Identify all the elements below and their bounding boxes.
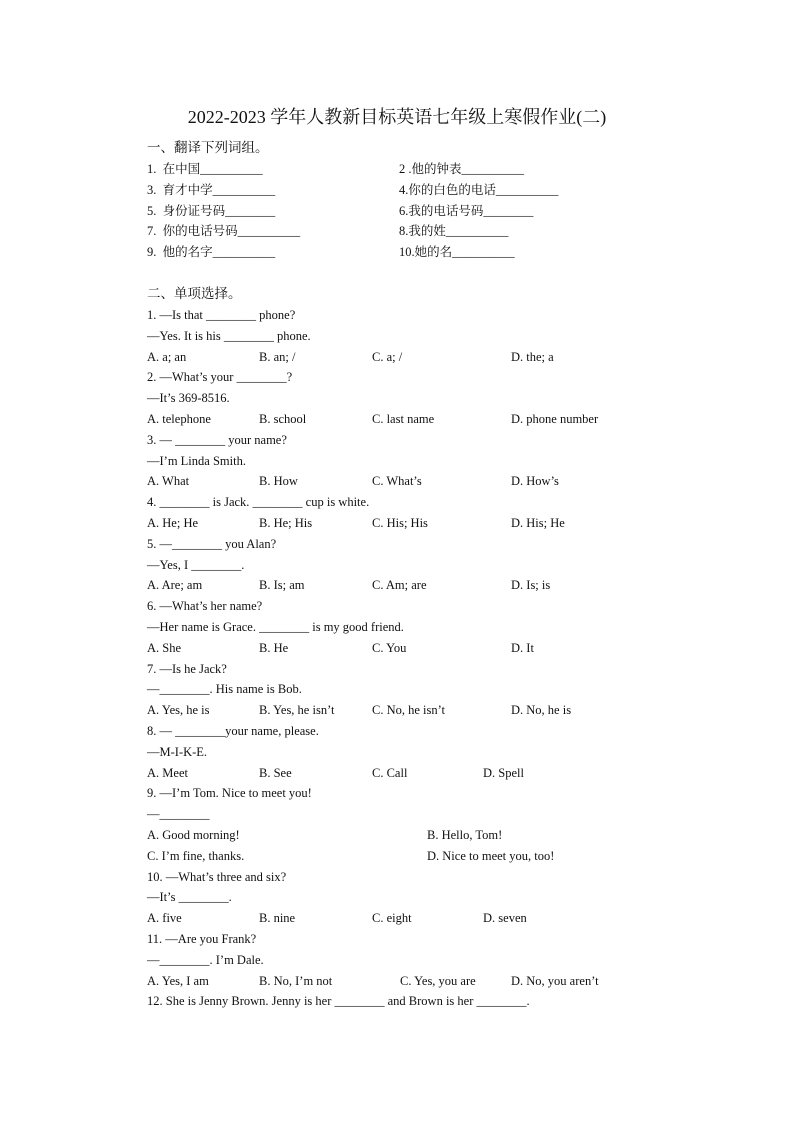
answer-option: D. His; He: [511, 516, 565, 530]
answer-option: A. five: [147, 911, 182, 926]
question-line: 9. —I’m Tom. Nice to meet you!: [147, 786, 312, 801]
phrase-item: 8.我的姓__________: [399, 224, 509, 239]
answer-option: A. a; an: [147, 349, 187, 364]
answer-option: C. eight: [372, 911, 412, 926]
answer-option: D. Is; is: [511, 578, 551, 593]
phrase-item: 6.我的电话号码________: [399, 203, 534, 218]
question-line: —________. I’m Dale.: [147, 952, 264, 967]
answer-option: B. Hello, Tom!: [427, 828, 503, 842]
answer-option: C. His; His: [372, 516, 428, 530]
phrase-item: 5. 身份证号码________: [147, 203, 276, 218]
answer-option: B. See: [259, 765, 292, 780]
answer-option: D. Nice to meet you, too!: [427, 848, 555, 863]
answer-option: C. a; /: [372, 349, 403, 364]
answer-option: A. What: [147, 474, 190, 489]
answer-option: A. Good morning!: [147, 828, 240, 842]
answer-option: C. Yes, you are: [400, 973, 476, 988]
section-heading: 二、单项选择。: [147, 286, 242, 301]
answer-option: D. How’s: [511, 474, 559, 489]
phrase-item: 2 .他的钟表__________: [399, 162, 525, 176]
answer-option: A. He; He: [147, 516, 199, 530]
answer-option: D. No, he is: [511, 703, 572, 718]
answer-option: D. Spell: [483, 765, 524, 780]
question-line: 5. —________ you Alan?: [147, 536, 277, 551]
question-line: 10. —What’s three and six?: [147, 869, 287, 884]
question-line: —________: [147, 807, 210, 822]
phrase-item: 4.你的白色的电话__________: [399, 182, 559, 197]
answer-option: A. She: [147, 640, 182, 655]
question-line: 3. — ________ your name?: [147, 432, 287, 447]
answer-option: C. Call: [372, 765, 408, 780]
answer-option: B. school: [259, 412, 307, 426]
answer-option: B. How: [259, 474, 298, 489]
answer-option: D. It: [511, 640, 534, 655]
section-heading: 一、翻译下列词组。: [147, 140, 269, 155]
question-line: —M-I-K-E.: [147, 744, 208, 759]
page-title: 2022-2023 学年人教新目标英语七年级上寒假作业(二): [187, 107, 607, 127]
answer-option: B. Is; am: [259, 578, 305, 593]
question-line: —Yes, I ________.: [147, 557, 245, 572]
answer-option: C. I’m fine, thanks.: [147, 848, 245, 863]
answer-option: D. phone number: [511, 412, 599, 426]
answer-option: C. Am; are: [372, 578, 427, 593]
answer-option: A. telephone: [147, 412, 211, 426]
answer-option: D. seven: [483, 911, 527, 926]
phrase-item: 3. 育才中学__________: [147, 182, 276, 197]
answer-option: B. He; His: [259, 516, 313, 530]
answer-option: B. He: [259, 640, 289, 655]
answer-option: A. Yes, I am: [147, 973, 209, 988]
question-line: —Yes. It is his ________ phone.: [147, 328, 311, 343]
answer-option: B. No, I’m not: [259, 973, 333, 988]
answer-option: D. the; a: [511, 349, 554, 364]
question-line: 1. —Is that ________ phone?: [147, 308, 296, 322]
answer-option: C. What’s: [372, 474, 422, 489]
question-line: 8. — ________your name, please.: [147, 724, 319, 738]
phrase-item: 1. 在中国__________: [147, 162, 263, 176]
answer-option: B. an; /: [259, 349, 296, 364]
answer-option: A. Are; am: [147, 578, 203, 593]
question-line: —It’s ________.: [147, 890, 232, 905]
phrase-item: 10.她的名__________: [399, 245, 515, 260]
question-line: 6. —What’s her name?: [147, 599, 263, 614]
answer-option: A. Yes, he is: [147, 703, 210, 718]
question-line: —________. His name is Bob.: [147, 682, 302, 697]
answer-option: C. No, he isn’t: [372, 703, 446, 718]
answer-option: C. You: [372, 640, 407, 655]
question-line: 2. —What’s your ________?: [147, 370, 293, 385]
answer-option: D. No, you aren’t: [511, 973, 599, 988]
question-line: —Her name is Grace. ________ is my good friend.: [147, 620, 404, 634]
phrase-item: 9. 他的名字__________: [147, 245, 276, 260]
question-line: 12. She is Jenny Brown. Jenny is her ________ and Brown is her ________.: [147, 994, 530, 1009]
question-line: —It’s 369-8516.: [147, 391, 230, 406]
answer-option: C. last name: [372, 412, 435, 426]
answer-option: A. Meet: [147, 765, 188, 780]
question-line: 7. —Is he Jack?: [147, 661, 227, 676]
question-line: 11. —Are you Frank?: [147, 932, 257, 946]
answer-option: B. nine: [259, 911, 296, 926]
answer-option: B. Yes, he isn’t: [259, 703, 335, 718]
question-line: 4. ________ is Jack. ________ cup is white.: [147, 495, 370, 510]
question-line: —I’m Linda Smith.: [147, 453, 246, 468]
phrase-item: 7. 你的电话号码__________: [147, 224, 301, 239]
